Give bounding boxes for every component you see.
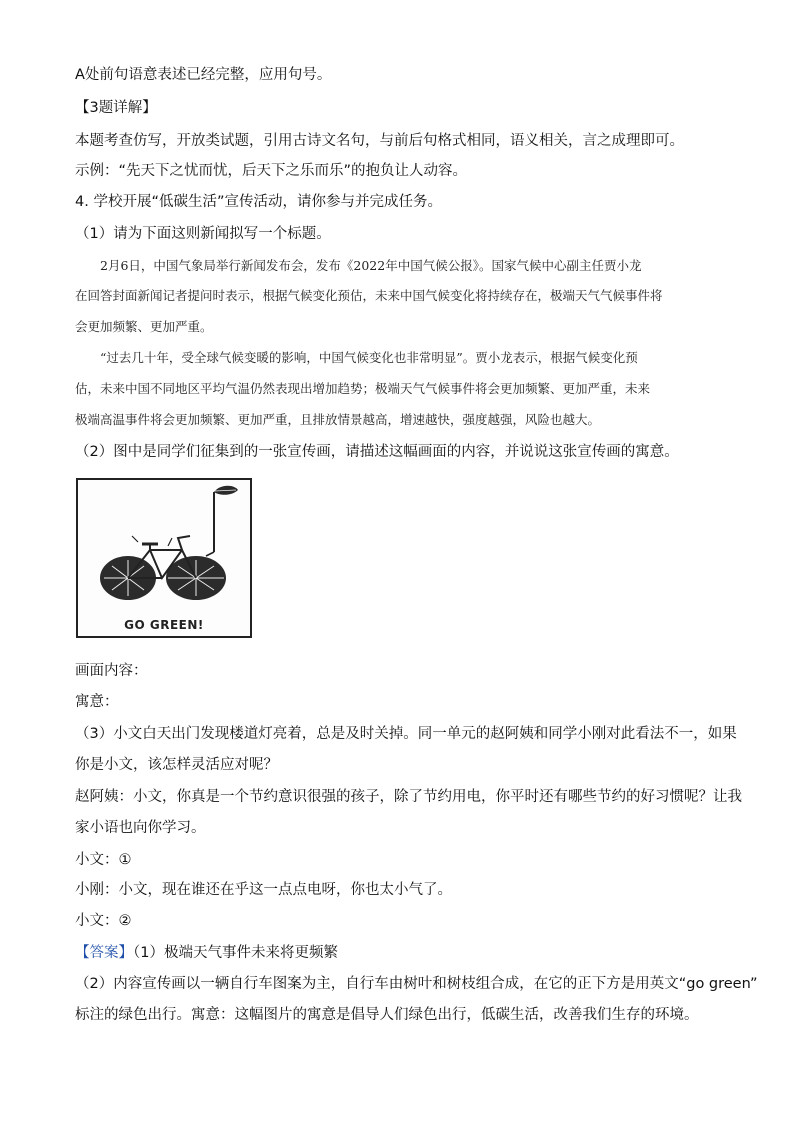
- dialog-zhao-line2: 家小语也向你学习。: [75, 820, 206, 836]
- question-4-3-line1: （3）小文白天出门发现楼道灯亮着，总是及时关掉。同一单元的赵阿姨和同学小刚对此看法不一，如果: [75, 726, 737, 742]
- question-4: 4. 学校开展“低碳生活”宣传活动，请你参与并完成任务。: [75, 194, 442, 210]
- dialog-xiaowen-1: 小文：①: [75, 852, 132, 868]
- meaning-label: 寓意：: [75, 694, 119, 710]
- news-p2-line1: “过去几十年，受全球气候变暖的影响，中国气候变化也非常明显”。贾小龙表示，根据气候变化预: [100, 350, 638, 365]
- news-p1-line1: 2月6日，中国气象局举行新闻发布会，发布《2022年中国气候公报》。国家气候中心副主任贾小龙: [100, 258, 642, 273]
- dialog-zhao-line1: 赵阿姨：小文，你真是一个节约意识很强的孩子，除了节约用电，你平时还有哪些节约的好习惯呢？让我: [75, 789, 742, 805]
- answer-2-line1: （2）内容宣传画以一辆自行车图案为主，自行车由树叶和树枝组合成，在它的正下方是用英文“go green”: [75, 976, 758, 992]
- poster-caption: GO GREEN!: [124, 618, 204, 632]
- leaf-bicycle-icon: [78, 480, 250, 615]
- section-heading-q3: 【3题详解】: [75, 100, 157, 116]
- dialog-xiaogang: 小刚：小文，现在谁还在乎这一点点电呀，你也太小气了。: [75, 882, 452, 898]
- answer-1: （1）极端天气事件未来将更频繁: [133, 945, 338, 961]
- picture-content-label: 画面内容：: [75, 663, 148, 679]
- line-1: A处前句语意表述已经完整，应用句号。: [75, 67, 332, 83]
- answer-line-1: [75, 943, 338, 963]
- question-4-3-line2: 你是小文，该怎样灵活应对呢？: [75, 757, 278, 773]
- line-4: 示例：“先天下之忧而忧，后天下之乐而乐”的抱负让人动容。: [75, 163, 468, 179]
- dialog-xiaowen-2: 小文：②: [75, 913, 132, 929]
- question-4-1: （1）请为下面这则新闻拟写一个标题。: [75, 226, 331, 242]
- news-p1-line3: 会更加频繁、更加严重。: [75, 319, 213, 334]
- poster-image: [76, 478, 252, 638]
- news-p2-line3: 极端高温事件将会更加频繁、更加严重，且排放情景越高，增速越快，强度越强，风险也越大。: [75, 412, 601, 427]
- news-p1-line2: 在回答封面新闻记者提问时表示，根据气候变化预估，未来中国气候变化将持续存在，极端天气气候事件将: [75, 288, 663, 303]
- news-p2-line2: 估，未来中国不同地区平均气温仍然表现出增加趋势；极端天气气候事件将会更加频繁、更加严重，未来: [75, 381, 651, 396]
- answer-tag: 【答案】: [75, 945, 133, 961]
- answer-2-line2: 标注的绿色出行。寓意：这幅图片的寓意是倡导人们绿色出行，低碳生活，改善我们生存的环境。: [75, 1007, 699, 1023]
- line-3: 本题考查仿写，开放类试题，引用古诗文名句，与前后句格式相同，语义相关，言之成理即可。: [75, 133, 684, 149]
- question-4-2: （2）图中是同学们征集到的一张宣传画，请描述这幅画面的内容，并说说这张宣传画的寓意。: [75, 444, 679, 460]
